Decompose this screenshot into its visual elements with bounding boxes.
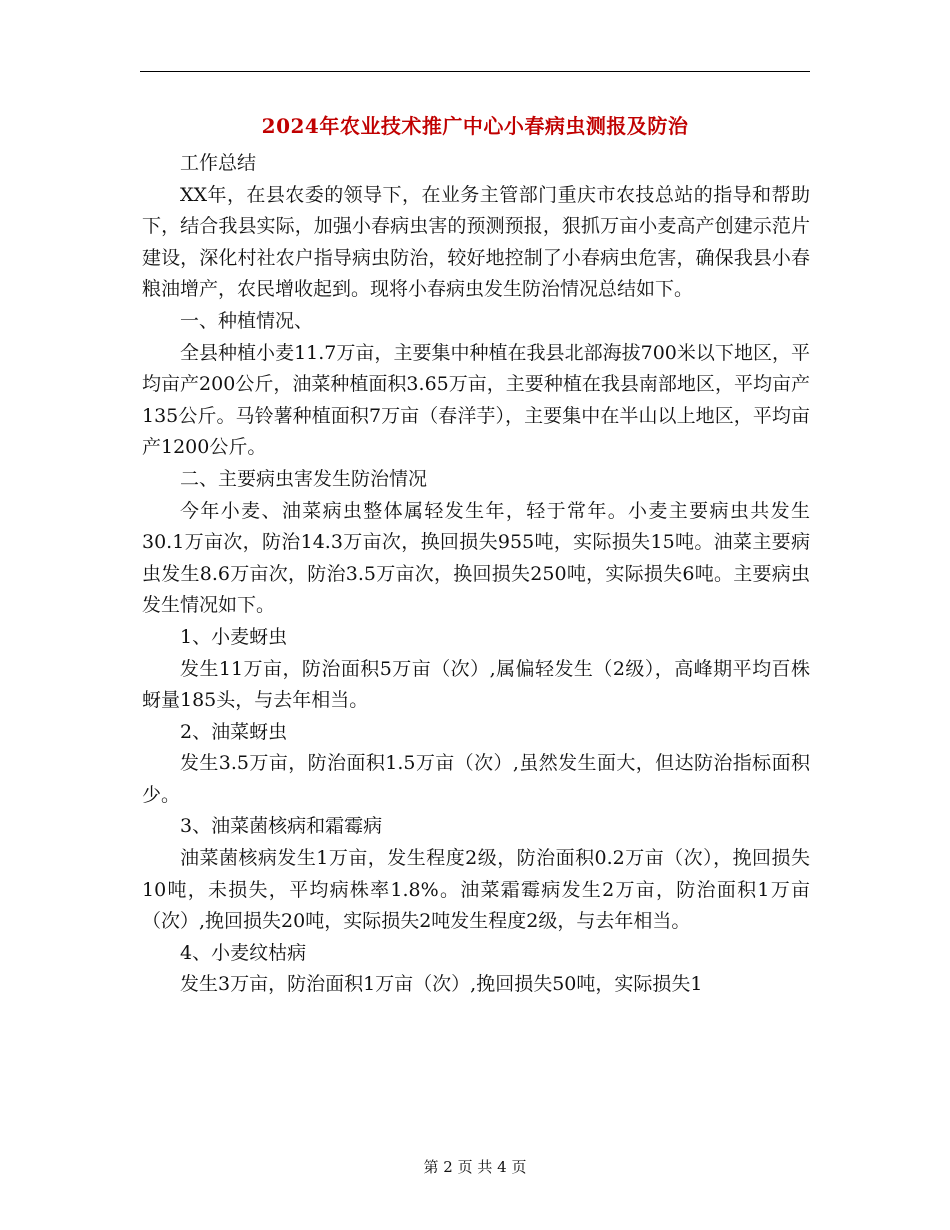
header-rule: [140, 71, 810, 72]
paragraph-wheat-aphid: 发生11万亩，防治面积5万亩（次）,属偏轻发生（2级），高峰期平均百株蚜量185头，与去年相当。: [142, 657, 810, 712]
paragraph-rapeseed-aphid: 发生3.5万亩，防治面积1.5万亩（次）,虽然发生面大，但达防治指标面积少。: [142, 752, 810, 806]
subheading-wheat-aphid: 1、小麦蚜虫: [180, 625, 288, 648]
paragraph-pests-overview: 今年小麦、油菜病虫整体属轻发生年，轻于常年。小麦主要病虫共发生30.1万亩次，防治14.3万亩次，换回损失955吨，实际损失15吨。油菜主要病虫发生8.6万亩次，防治3.5万亩次，换回损失250吨，实际损失6吨。主要病虫发生情况如下。: [142, 499, 810, 617]
subheading-sclerotinia-mildew: 3、油菜菌核病和霜霉病: [180, 815, 383, 838]
subheading-sheath-blight: 4、小麦纹枯病: [180, 941, 307, 964]
paragraph-sheath-blight: 发生3万亩，防治面积1万亩（次）,挽回损失50吨，实际损失1: [180, 973, 703, 996]
paragraph-intro: XX年，在县农委的领导下，在业务主管部门重庆市农技总站的指导和帮助下，结合我县实际，加强小春病虫害的预测预报，狠抓万亩小麦高产创建示范片建设，深化村社农户指导病虫防治，较好地控制了小春病虫危害，确保我县小春粮油增产，农民增收起到。现将小春病虫发生防治情况总结如下。: [142, 183, 810, 301]
paragraph-sclerotinia-mildew: 油菜菌核病发生1万亩，发生程度2级，防治面积0.2万亩（次），挽回损失10吨，未损失，平均病株率1.8%。油菜霜霉病发生2万亩，防治面积1万亩（次）,挽回损失20吨，实际损失2吨发生程度2级，与去年相当。: [142, 847, 810, 933]
section-heading-planting: 一、种植情况、: [180, 309, 314, 332]
subheading-rapeseed-aphid: 2、油菜蚜虫: [180, 720, 288, 743]
section-heading-pests: 二、主要病虫害发生防治情况: [180, 467, 428, 490]
document-title: 2024年农业技术推广中心小春病虫测报及防治: [261, 114, 689, 138]
paragraph-planting: 全县种植小麦11.7万亩，主要集中种植在我县北部海拔700米以下地区，平均亩产200公斤，油菜种植面积3.65万亩，主要种植在我县南部地区，平均亩产135公斤。马铃薯种植面积7万亩（春洋芋），主要集中在半山以上地区，平均亩产1200公斤。: [142, 341, 810, 459]
page-number: 第 2 页 共 4 页: [423, 1158, 527, 1176]
document-body: [142, 148, 810, 1001]
paragraph-subtitle: 工作总结: [180, 152, 257, 174]
